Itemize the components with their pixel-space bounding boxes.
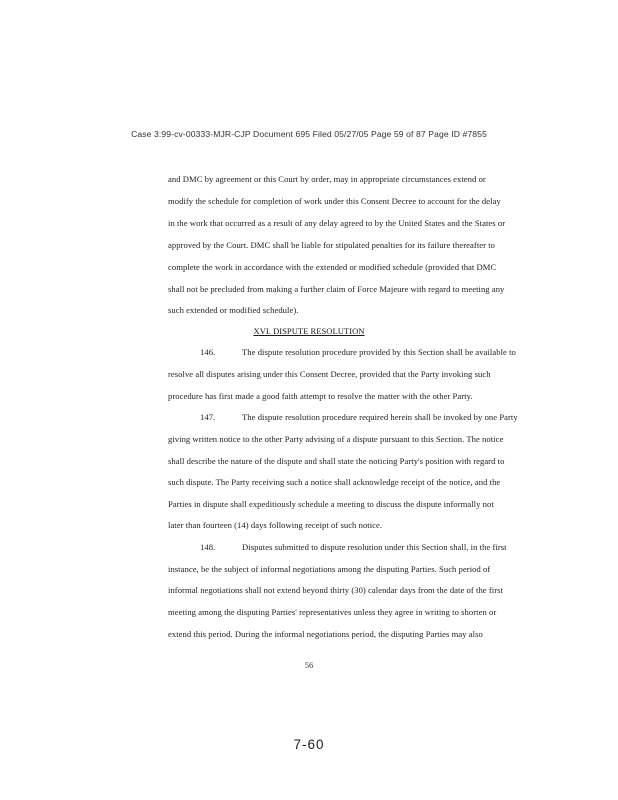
text-line: meeting among the disputing Parties' representatives unless they agree in writing to shorten or: [168, 607, 497, 617]
text-line: approved by the Court. DMC shall be liable for stipulated penalties for its failure thereafter to: [168, 240, 496, 250]
text-line: shall not be precluded from making a further claim of Force Majeure with regard to meeting any: [168, 284, 505, 294]
paragraph-first-line: [200, 542, 507, 552]
text-line: such dispute. The Party receiving such a notice shall acknowledge receipt of the notice, and the: [168, 477, 501, 487]
text-line: modify the schedule for completion of work under this Consent Decree to account for the delay: [168, 196, 501, 206]
exhibit-number: 7-60: [293, 737, 325, 752]
text-line: resolve all disputes arising under this Consent Decree, provided that the Party invoking such: [168, 369, 491, 379]
text-line: extend this period. During the informal negotiations period, the disputing Parties may also: [168, 629, 483, 639]
text-line: The dispute resolution procedure provided by this Section shall be available to: [242, 347, 516, 357]
page-number: 56: [304, 660, 314, 670]
text-line: giving written notice to the other Party advising of a dispute pursuant to this Section. The notice: [168, 434, 504, 444]
text-line: later than fourteen (14) days following receipt of such notice.: [168, 520, 383, 530]
text-line: complete the work in accordance with the extended or modified schedule (provided that DMC: [168, 262, 497, 272]
section-heading-text: XVI. DISPUTE RESOLUTION: [253, 326, 365, 336]
section-heading: [0, 326, 618, 336]
paragraph-number: 147.: [200, 412, 216, 422]
text-line: and DMC by agreement or this Court by order, may in appropriate circumstances extend or: [168, 174, 486, 184]
text-line: informal negotiations shall not extend beyond thirty (30) calendar days from the date of the first: [168, 585, 503, 595]
paragraph-first-line: [200, 347, 516, 357]
paragraph-first-line: [200, 412, 518, 422]
paragraph-number: 146.: [200, 347, 216, 357]
text-line: The dispute resolution procedure required herein shall be invoked by one Party: [242, 412, 518, 422]
text-line: such extended or modified schedule).: [168, 305, 299, 315]
text-line: Parties in dispute shall expeditiously schedule a meeting to discuss the dispute informally not: [168, 499, 494, 509]
case-header: Case 3:99-cv-00333-MJR-CJP Document 695 Filed 05/27/05 Page 59 of 87 Page ID #7855: [131, 129, 487, 139]
text-line: instance, be the subject of informal negotiations among the disputing Parties. Such period of: [168, 564, 491, 574]
text-line: shall describe the nature of the dispute and shall state the noticing Party's position with regard to: [168, 456, 505, 466]
text-line: Disputes submitted to dispute resolution under this Section shall, in the first: [242, 542, 507, 552]
text-line: in the work that occurred as a result of any delay agreed to by the United States and the States or: [168, 218, 506, 228]
paragraph-number: 148.: [200, 542, 216, 552]
text-line: procedure has first made a good faith attempt to resolve the matter with the other Party.: [168, 391, 473, 401]
